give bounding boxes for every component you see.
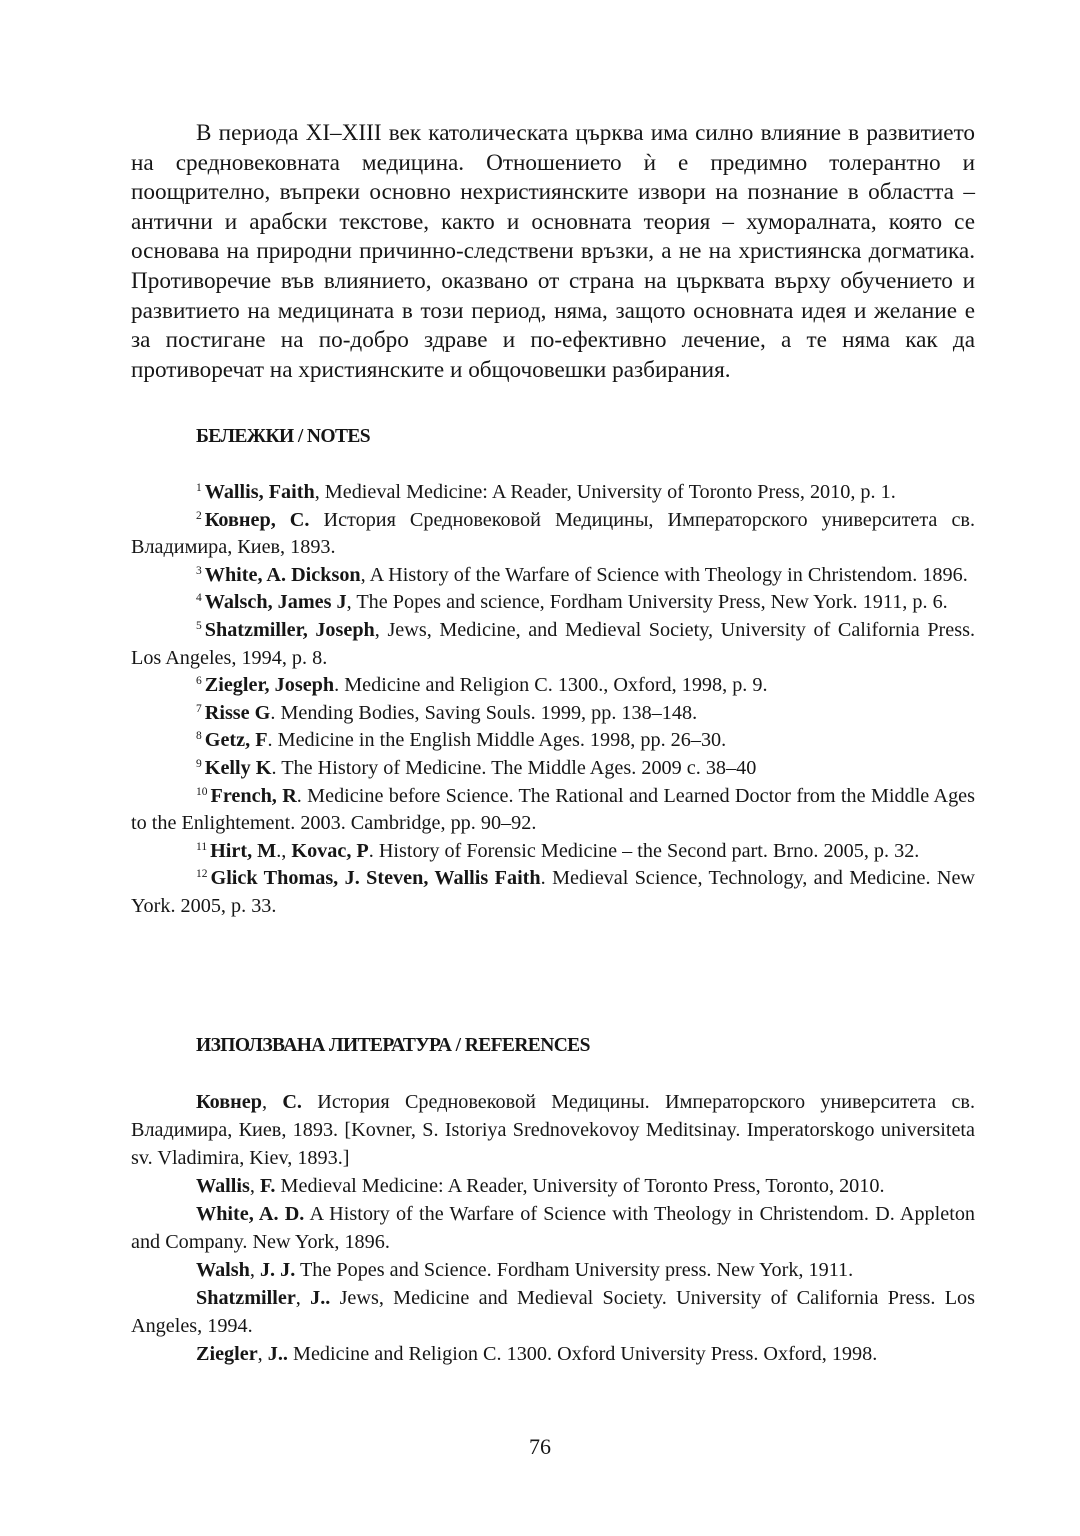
notes-heading: БЕЛЕЖКИ / NOTES bbox=[196, 426, 371, 447]
note-text: История Средновековой Медицины, Императорского университета св. Владимира, Киев, 1893. bbox=[131, 508, 975, 559]
body-paragraph: В периода XI–XIII век католическата църква има силно влияние в развитието на средновековната медицина. Отношението ѝ е предимно толерантно и поощрително, въпреки основно нехристиянските извори на познание в областта – антични и арабски текстове, както и основната теория – хуморалната, която се основава на природни причинно-следствени връзки, а не на християнска догматика. Противоречие във влиянието, оказвано от страна на църквата върху обучението и развитието на медицината в този период, няма, защото основната идея и желание е за постигане на по-добро здраве и по-ефективно лечение, а те няма как да противоречат на християнските и общочовешки разбирания. bbox=[131, 120, 975, 383]
reference-item bbox=[131, 1200, 975, 1256]
reference-separator: , bbox=[249, 1259, 260, 1281]
references-heading: ИЗПОЛЗВАНА ЛИТЕРАТУРА / REFERENCES bbox=[196, 1035, 590, 1056]
note-item bbox=[131, 589, 975, 617]
note-text: . Medicine before Science. The Rational and Learned Doctor from the Middle Ages to the Enlightement. 2003. Cambridge, pp. 90–92. bbox=[131, 784, 975, 835]
reference-initials: J.. bbox=[310, 1287, 331, 1309]
note-item bbox=[131, 700, 975, 728]
reference-text: The Popes and Science. Fordham University press. New York, 1911. bbox=[295, 1259, 854, 1281]
reference-text: Jews, Medicine and Medieval Society. University of California Press. Los Angeles, 1994. bbox=[131, 1287, 975, 1337]
note-author: Risse G bbox=[204, 701, 271, 724]
reference-text: Medicine and Religion C. 1300. Oxford University Press. Oxford, 1998. bbox=[287, 1343, 878, 1365]
reference-text: Medieval Medicine: A Reader, University of Toronto Press, Toronto, 2010. bbox=[275, 1175, 885, 1197]
reference-separator: , bbox=[257, 1343, 268, 1365]
note-text: , Jews, Medicine, and Medieval Society, University of California Press. Los Angeles, 1994, p. 8. bbox=[131, 618, 975, 669]
reference-initials: С. bbox=[282, 1091, 302, 1113]
note-item bbox=[131, 783, 975, 838]
note-item bbox=[131, 755, 975, 783]
note-author: Wallis, Faith bbox=[204, 481, 315, 503]
note-number: 7 bbox=[196, 702, 202, 715]
note-number: 2 bbox=[196, 509, 202, 522]
note-item bbox=[131, 617, 975, 672]
note-text: . Medicine in the English Middle Ages. 1998, pp. 26–30. bbox=[267, 729, 727, 752]
reference-initials: J. J. bbox=[259, 1259, 296, 1281]
note-item bbox=[131, 562, 975, 590]
note-author: White, A. Dickson bbox=[204, 563, 361, 586]
note-author: French, R bbox=[210, 784, 297, 807]
reference-item bbox=[131, 1172, 975, 1200]
note-number: 9 bbox=[196, 757, 202, 770]
note-text: . Medieval Science, Technology, and Medicine. New York. 2005, p. 33. bbox=[131, 867, 975, 917]
note-number: 10 bbox=[196, 785, 208, 798]
note-number: 6 bbox=[196, 675, 202, 688]
note-author: Shatzmiller, Joseph bbox=[204, 618, 375, 641]
note-author: Ziegler, Joseph bbox=[204, 674, 335, 697]
reference-item bbox=[131, 1088, 975, 1172]
note-item bbox=[131, 865, 975, 920]
reference-separator: , bbox=[249, 1175, 260, 1197]
note-number: 11 bbox=[196, 840, 208, 853]
reference-author: Ziegler bbox=[196, 1343, 258, 1365]
note-author: Glick Thomas, J. Steven, Wallis Faith bbox=[210, 867, 541, 890]
reference-text: История Средновековой Медицины. Императорского университета св. Владимира, Киев, 1893. [Kovner, S. Istoriya Srednovekovoy Meditsinay. Imperatorskogo universiteta sv. Vladimira, Kiev, 1893.] bbox=[131, 1091, 976, 1169]
note-item bbox=[131, 507, 975, 562]
note-author: Getz, F bbox=[204, 729, 268, 752]
note-text: . Mending Bodies, Saving Souls. 1999, pp. 138–148. bbox=[270, 701, 698, 724]
note-number: 8 bbox=[196, 730, 202, 743]
reference-item bbox=[131, 1340, 975, 1368]
reference-item bbox=[131, 1256, 975, 1284]
note-text: , A History of the Warfare of Science with Theology in Christendom. 1896. bbox=[360, 563, 968, 586]
page-number: 76 bbox=[529, 1434, 551, 1459]
note-item bbox=[131, 672, 975, 700]
note-text: . The History of Medicine. The Middle Ages. 2009 c. 38–40 bbox=[271, 756, 757, 779]
reference-author: Wallis bbox=[196, 1175, 250, 1197]
note-author: Kelly K bbox=[204, 756, 272, 779]
reference-author: White, A. D. bbox=[196, 1203, 305, 1225]
reference-item bbox=[131, 1284, 975, 1340]
references-list bbox=[131, 1088, 975, 1368]
note-number: 3 bbox=[196, 564, 202, 577]
note-number: 5 bbox=[196, 619, 202, 632]
note-number: 4 bbox=[196, 592, 202, 605]
note-item bbox=[131, 727, 975, 755]
note-number: 12 bbox=[196, 868, 208, 881]
reference-separator: , bbox=[261, 1091, 283, 1113]
note-text: , The Popes and science, Fordham University Press, New York. 1911, p. 6. bbox=[346, 591, 948, 614]
notes-list bbox=[131, 479, 975, 921]
note-text-separator: ., bbox=[276, 839, 292, 862]
reference-text: A History of the Warfare of Science with Theology in Christendom. D. Appleton and Company. New York, 1896. bbox=[131, 1203, 976, 1253]
note-author: Kovac, P bbox=[291, 839, 369, 862]
note-author: Ковнер, С. bbox=[204, 508, 310, 531]
note-number: 1 bbox=[196, 482, 202, 494]
note-item bbox=[131, 479, 975, 507]
reference-initials: J.. bbox=[267, 1343, 288, 1365]
reference-author: Ковнер bbox=[196, 1091, 262, 1113]
note-text: . Medicine and Religion C. 1300., Oxford, 1998, p. 9. bbox=[334, 674, 768, 697]
reference-author: Walsh bbox=[196, 1259, 250, 1281]
note-author: Hirt, M bbox=[210, 839, 277, 862]
reference-author: Shatzmiller bbox=[196, 1287, 296, 1309]
reference-initials: F. bbox=[259, 1175, 276, 1197]
note-text: , Medieval Medicine: A Reader, University of Toronto Press, 2010, p. 1. bbox=[314, 481, 896, 503]
note-item bbox=[131, 838, 975, 866]
reference-separator: , bbox=[295, 1287, 311, 1309]
note-author: Walsch, James J bbox=[204, 591, 347, 614]
note-text: . History of Forensic Medicine – the Second part. Brno. 2005, p. 32. bbox=[368, 839, 920, 862]
